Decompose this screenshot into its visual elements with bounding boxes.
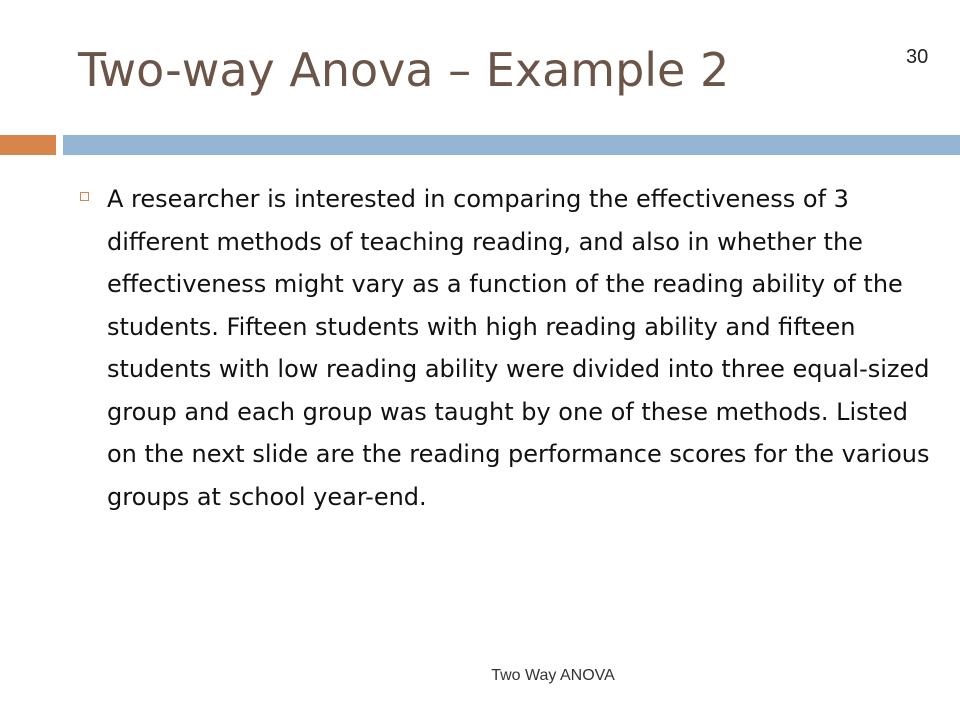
square-bullet-icon [80,192,89,201]
bullet-text: A researcher is interested in comparing the effectiveness of 3 different methods of teaching reading, and also in whether the effectiveness might vary as a function of the reading ability of the students. Fifteen students with high reading ability and fifteen students with low reading ability were divided into three equal-sized group and each group was taught by one of these methods. Listed on the next slide are the reading performance scores for the various groups at school year-end. [107,185,930,511]
accent-bar-orange [0,135,56,155]
slide-number: 30 [906,46,929,68]
slide-footer: Two Way ANOVA [491,667,615,684]
accent-bar-blue [63,135,960,155]
slide-title: Two-way Anova – Example 2 [78,43,730,97]
